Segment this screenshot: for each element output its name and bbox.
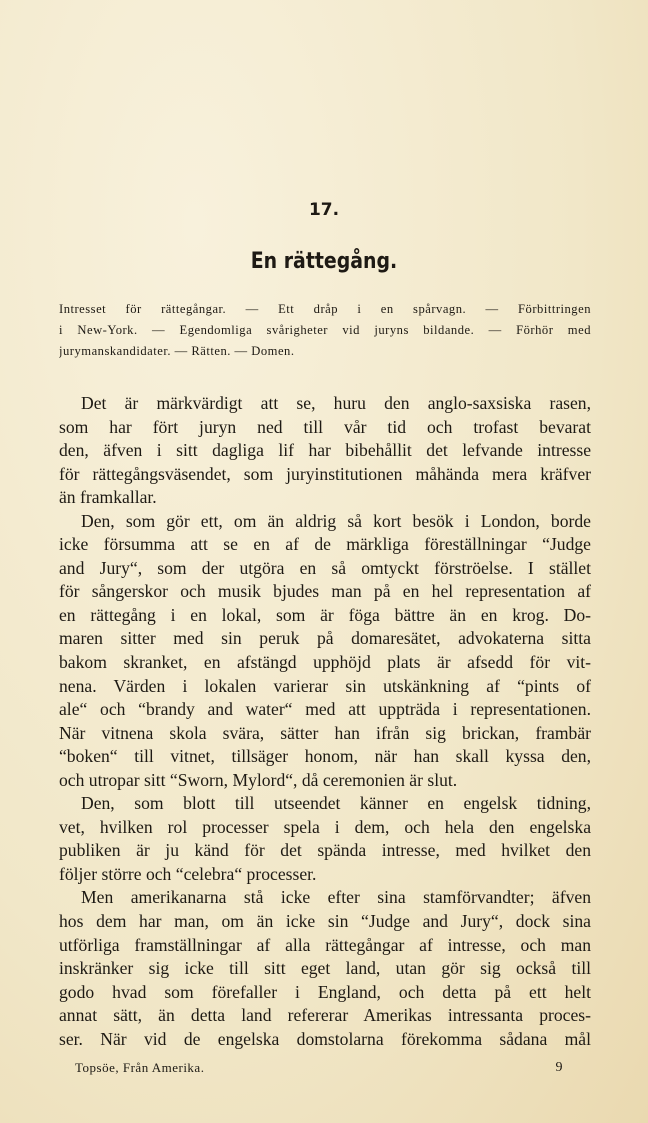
chapter-title: En rättegång.	[250, 249, 398, 274]
running-title: Topsöe, Från Amerika.	[75, 1060, 205, 1075]
summary-line: jurymanskandidater. — Rätten. — Domen.	[59, 344, 295, 358]
text-line: ser. När vid de engelska domstolarna förekomma sådana mål	[59, 1028, 591, 1049]
text-line: än framkallar.	[59, 487, 157, 508]
text-line: icke försumma att se en af de märkliga föreställningar “Judge	[59, 534, 591, 555]
signature-mark: 9	[555, 1060, 563, 1075]
summary-line: Intresset för rättegångar. — Ett dråp i en spårvagn. — Förbittringen	[59, 302, 591, 316]
text-line: godo hvad som förefaller i England, och detta på ett helt	[59, 981, 591, 1002]
chapter-summary	[59, 299, 591, 362]
text-line: maren sitter med sin peruk på domaresätet, advokaterna sitta	[59, 628, 591, 649]
text-line: för rättegångsväsendet, som juryinstitutionen måhända mera kräfver	[59, 463, 591, 484]
text-line: “boken“ till vitnet, tillsäger honom, när han skall kyssa den,	[59, 746, 591, 767]
text-line: hos dem har man, om än icke sin “Judge and Jury“, dock sina	[59, 911, 591, 932]
text-line: en rättegång i en lokal, som är föga bättre än en krog. Do-	[59, 604, 591, 625]
text-line: Den, som gör ett, om än aldrig så kort besök i London, borde	[81, 510, 591, 531]
text-line: Men amerikanarna stå icke efter sina stamförvandter; äfven	[81, 887, 591, 908]
text-line: vet, hvilken rol processer spela i dem, och hela den engelska	[59, 816, 591, 837]
text-line: bakom skranket, en afstängd upphöjd plats är afsedd för vit-	[59, 652, 591, 673]
text-line: and Jury“, som der utgöra en så omtyckt förströelse. I stället	[59, 557, 591, 578]
text-line: Den, som blott till utseendet känner en engelsk tidning,	[81, 793, 591, 814]
summary-line: i New-York. — Egendomliga svårigheter vid juryns bildande. — Förhör med	[59, 323, 591, 337]
text-line: annat sätt, än detta land refererar Amerikas intressanta proces-	[59, 1005, 591, 1026]
text-line: för sångerskor och musik bjudes man på en hel representation af	[59, 581, 591, 602]
text-line: inskränker sig icke till sitt eget land, utan gör sig också till	[59, 958, 591, 979]
text-line: den, äfven i sitt dagliga lif har bibehållit det lefvande intresse	[59, 440, 591, 461]
text-line: Det är märkvärdigt att se, huru den anglo-saxsiska rasen,	[81, 393, 591, 413]
chapter-number: 17.	[308, 200, 340, 220]
text-line: som har fört juryn ned till vår tid och trofast bevarat	[59, 416, 591, 437]
text-line: När vitnena skola svära, sätter han ifrån sig brickan, frambär	[59, 722, 591, 743]
text-line: publiken är ju känd för det spända intresse, med hvilket den	[59, 840, 591, 861]
text-line: och utropar sitt “Sworn, Mylord“, då ceremonien är slut.	[59, 769, 458, 790]
text-line: nena. Värden i lokalen varierar sin utskänkning af “pints of	[59, 675, 591, 696]
text-line: utförliga framställningar af alla rättegångar af intresse, och man	[59, 934, 591, 955]
text-line: ale“ och “brandy and water“ med att uppträda i representationen.	[59, 699, 591, 720]
text-line: följer större och “celebra“ processer.	[59, 863, 317, 884]
body-text	[59, 392, 591, 1051]
